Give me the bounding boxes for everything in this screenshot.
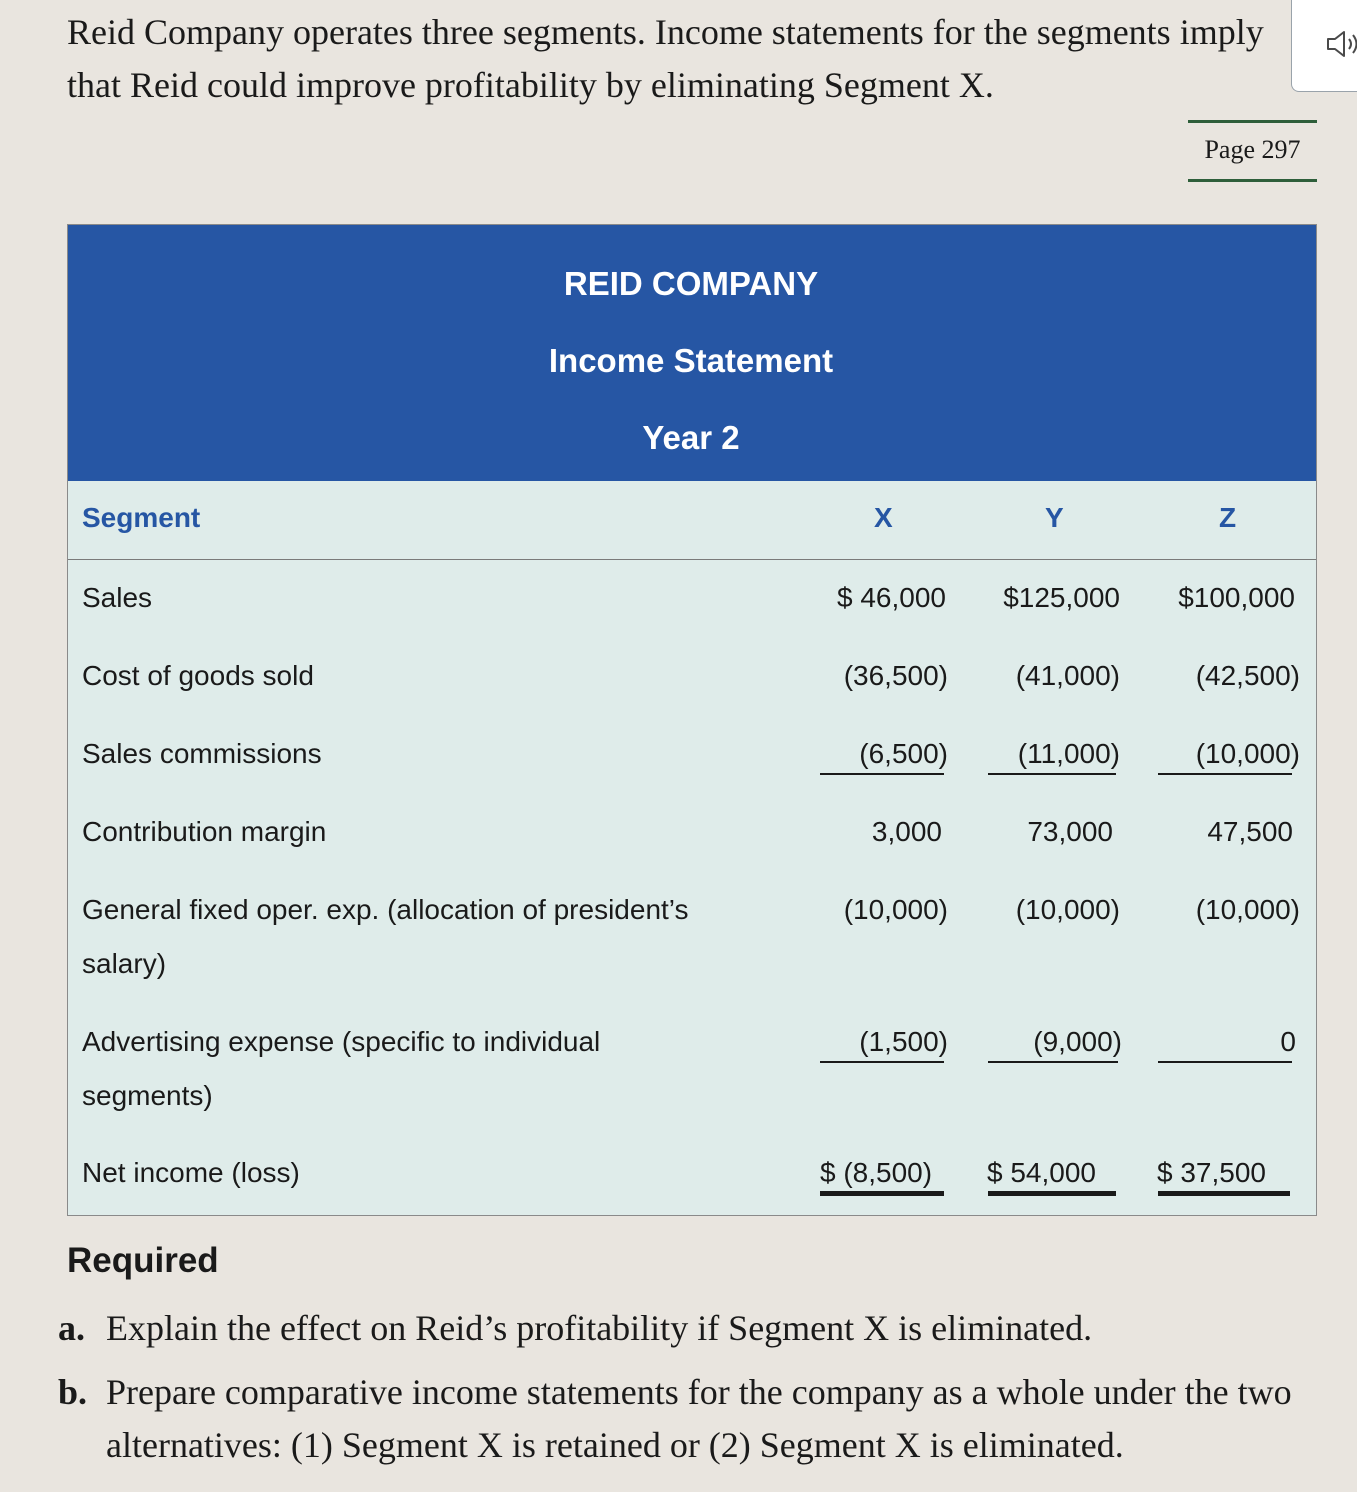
row-label: Cost of goods sold (82, 660, 314, 691)
row-label: Net income (loss) (82, 1157, 300, 1188)
row-label: General fixed oper. exp. (allocation of president’s salary) (82, 894, 689, 979)
value-x: 3,000 (871, 816, 942, 847)
value-y: $125,000 (1003, 582, 1120, 613)
value-y: 73,000 (1027, 816, 1113, 847)
value-x: (1,500) (859, 1026, 948, 1057)
segment-header: Segment (82, 502, 201, 533)
statement-period: Year 2 (642, 419, 740, 456)
subtotal-rule (820, 773, 944, 775)
column-z-header: Z (1219, 502, 1237, 533)
subtotal-rule (988, 773, 1116, 775)
requirement-text: Prepare comparative income statements for the company as a whole under the two alternatives: (1) Segment X is retained or (2) Segment X is eliminated. (106, 1372, 1292, 1465)
value-y: (10,000) (1015, 894, 1120, 925)
value-z: 47,500 (1207, 816, 1293, 847)
total-double-rule (820, 1191, 944, 1196)
subtotal-rule (1158, 773, 1292, 775)
subtotal-rule (820, 1061, 944, 1063)
required-heading: Required (67, 1241, 219, 1280)
value-y: (9,000) (1033, 1026, 1122, 1057)
value-z: 0 (1280, 1026, 1296, 1057)
value-z: (42,500) (1195, 660, 1300, 691)
column-y-header: Y (1045, 502, 1064, 533)
value-z: (10,000) (1195, 738, 1300, 769)
value-x: (6,500) (859, 738, 948, 769)
subtotal-rule (988, 1061, 1118, 1063)
row-label: Advertising expense (specific to individual segments) (82, 1026, 601, 1111)
value-x: (36,500) (843, 660, 948, 691)
value-x: (10,000) (843, 894, 948, 925)
requirement-text: Explain the effect on Reid’s profitability if Segment X is eliminated. (106, 1308, 1093, 1348)
total-double-rule (1158, 1191, 1290, 1196)
value-x: $ 46,000 (837, 582, 946, 613)
subtotal-rule (1158, 1061, 1292, 1063)
audio-button[interactable] (1291, 0, 1357, 92)
requirement-marker: a. (58, 1308, 85, 1348)
value-z: $ 37,500 (1157, 1157, 1266, 1188)
value-y: (41,000) (1015, 660, 1120, 691)
intro-paragraph: Reid Company operates three segments. Income statements for the segments imply that Reid could improve profitability by eliminating Segment X. (67, 12, 1264, 105)
total-double-rule (988, 1191, 1116, 1196)
row-label: Sales (82, 582, 153, 613)
company-name: REID COMPANY (563, 265, 819, 302)
row-label: Sales commissions (82, 738, 322, 769)
row-label: Contribution margin (82, 816, 327, 847)
requirement-marker: b. (58, 1372, 88, 1412)
speaker-icon (1326, 30, 1357, 58)
value-z: $100,000 (1178, 582, 1295, 613)
statement-title: Income Statement (548, 342, 834, 379)
column-header-row (68, 481, 1316, 560)
page-marker: Page 297 (1188, 120, 1317, 182)
value-z: (10,000) (1195, 894, 1300, 925)
value-y: (11,000) (1017, 738, 1120, 769)
column-x-header: X (874, 502, 893, 533)
value-x: $ (8,500) (820, 1157, 933, 1188)
income-statement-table (67, 224, 1317, 1216)
statement-header (68, 225, 1316, 481)
value-y: $ 54,000 (987, 1157, 1096, 1188)
